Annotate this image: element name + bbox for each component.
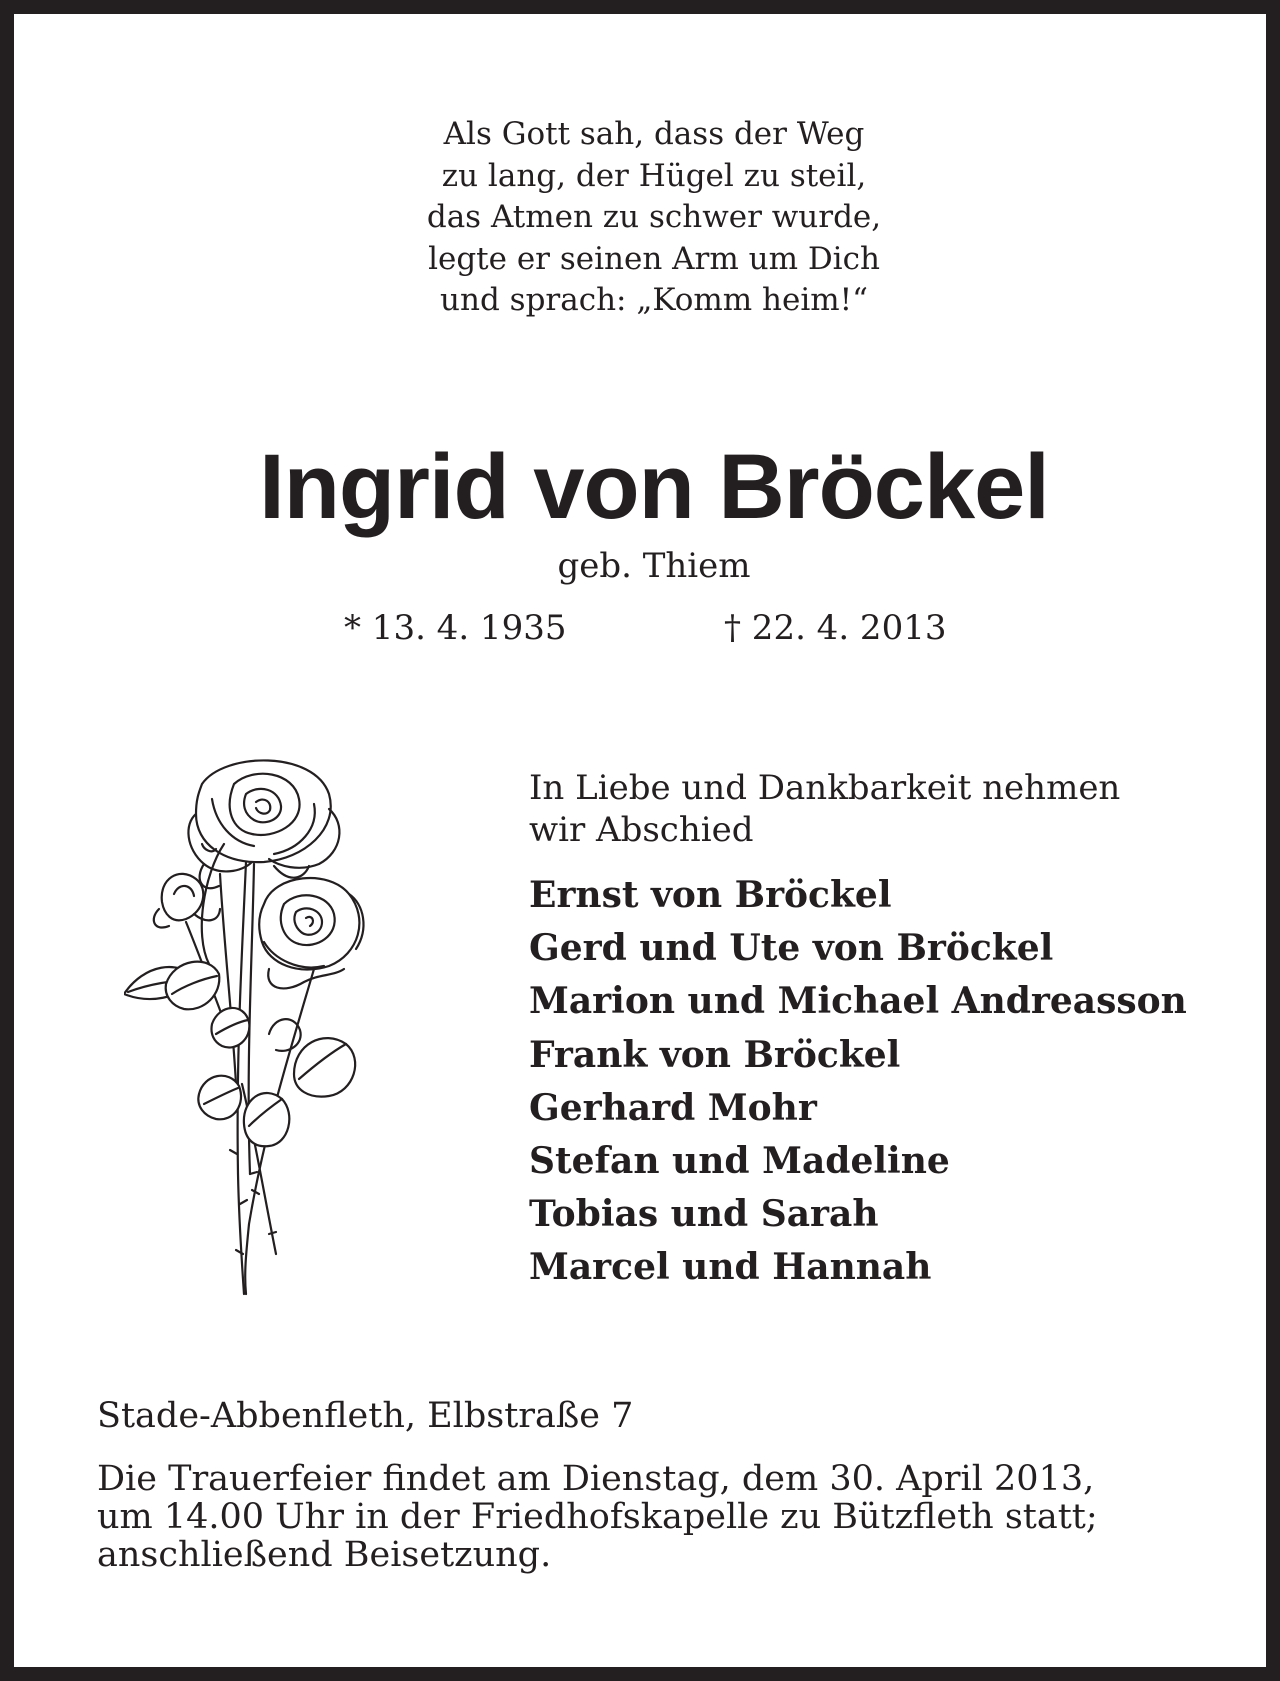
- mourner-name: Marcel und Hannah: [529, 1246, 932, 1289]
- mourner-name: Ernst von Bröckel: [529, 874, 892, 916]
- poem-line: Als Gott sah, dass der Weg: [443, 116, 865, 152]
- maiden-name: geb. Thiem: [557, 546, 751, 586]
- funeral-details-line: Die Trauerfeier findet am Dienstag, dem 30. April 2013,: [97, 1459, 1095, 1499]
- mourner-name: Stefan und Madeline: [529, 1140, 950, 1183]
- intro-line: In Liebe und Dankbarkeit nehmen: [529, 768, 1121, 808]
- poem-line: zu lang, der Hügel zu steil,: [441, 157, 867, 194]
- poem-line: und sprach: „Komm heim!“: [440, 282, 868, 318]
- poem-line: das Atmen zu schwer wurde,: [426, 199, 882, 235]
- mourner-name: Tobias und Sarah: [529, 1193, 879, 1236]
- poem: [304, 114, 1004, 322]
- mourner-name: Frank von Bröckel: [529, 1033, 901, 1076]
- birth-date: * 13. 4. 1935: [344, 608, 567, 648]
- death-date: † 22. 4. 2013: [724, 608, 947, 648]
- intro-line: wir Abschied: [529, 810, 754, 850]
- funeral-details: [97, 1460, 1217, 1574]
- funeral-details-line: anschließend Beisetzung.: [97, 1535, 552, 1575]
- poem-line: legte er seinen Arm um Dich: [428, 240, 880, 277]
- rose-bouquet-illustration: [124, 754, 394, 1299]
- mourners-list: [529, 869, 1249, 1295]
- mourner-name: Marion und Michael Andreasson: [529, 980, 1187, 1023]
- mourners-intro: [529, 767, 1229, 851]
- family-address: Stade-Abbenfleth, Elbstraße 7: [97, 1396, 634, 1436]
- funeral-details-line: um 14.00 Uhr in der Friedhofskapelle zu Bützfleth statt;: [97, 1497, 1098, 1537]
- deceased-name: Ingrid von Bröckel: [259, 436, 1049, 538]
- mourner-name: Gerd und Ute von Bröckel: [529, 927, 1054, 970]
- mourner-name: Gerhard Mohr: [529, 1086, 817, 1129]
